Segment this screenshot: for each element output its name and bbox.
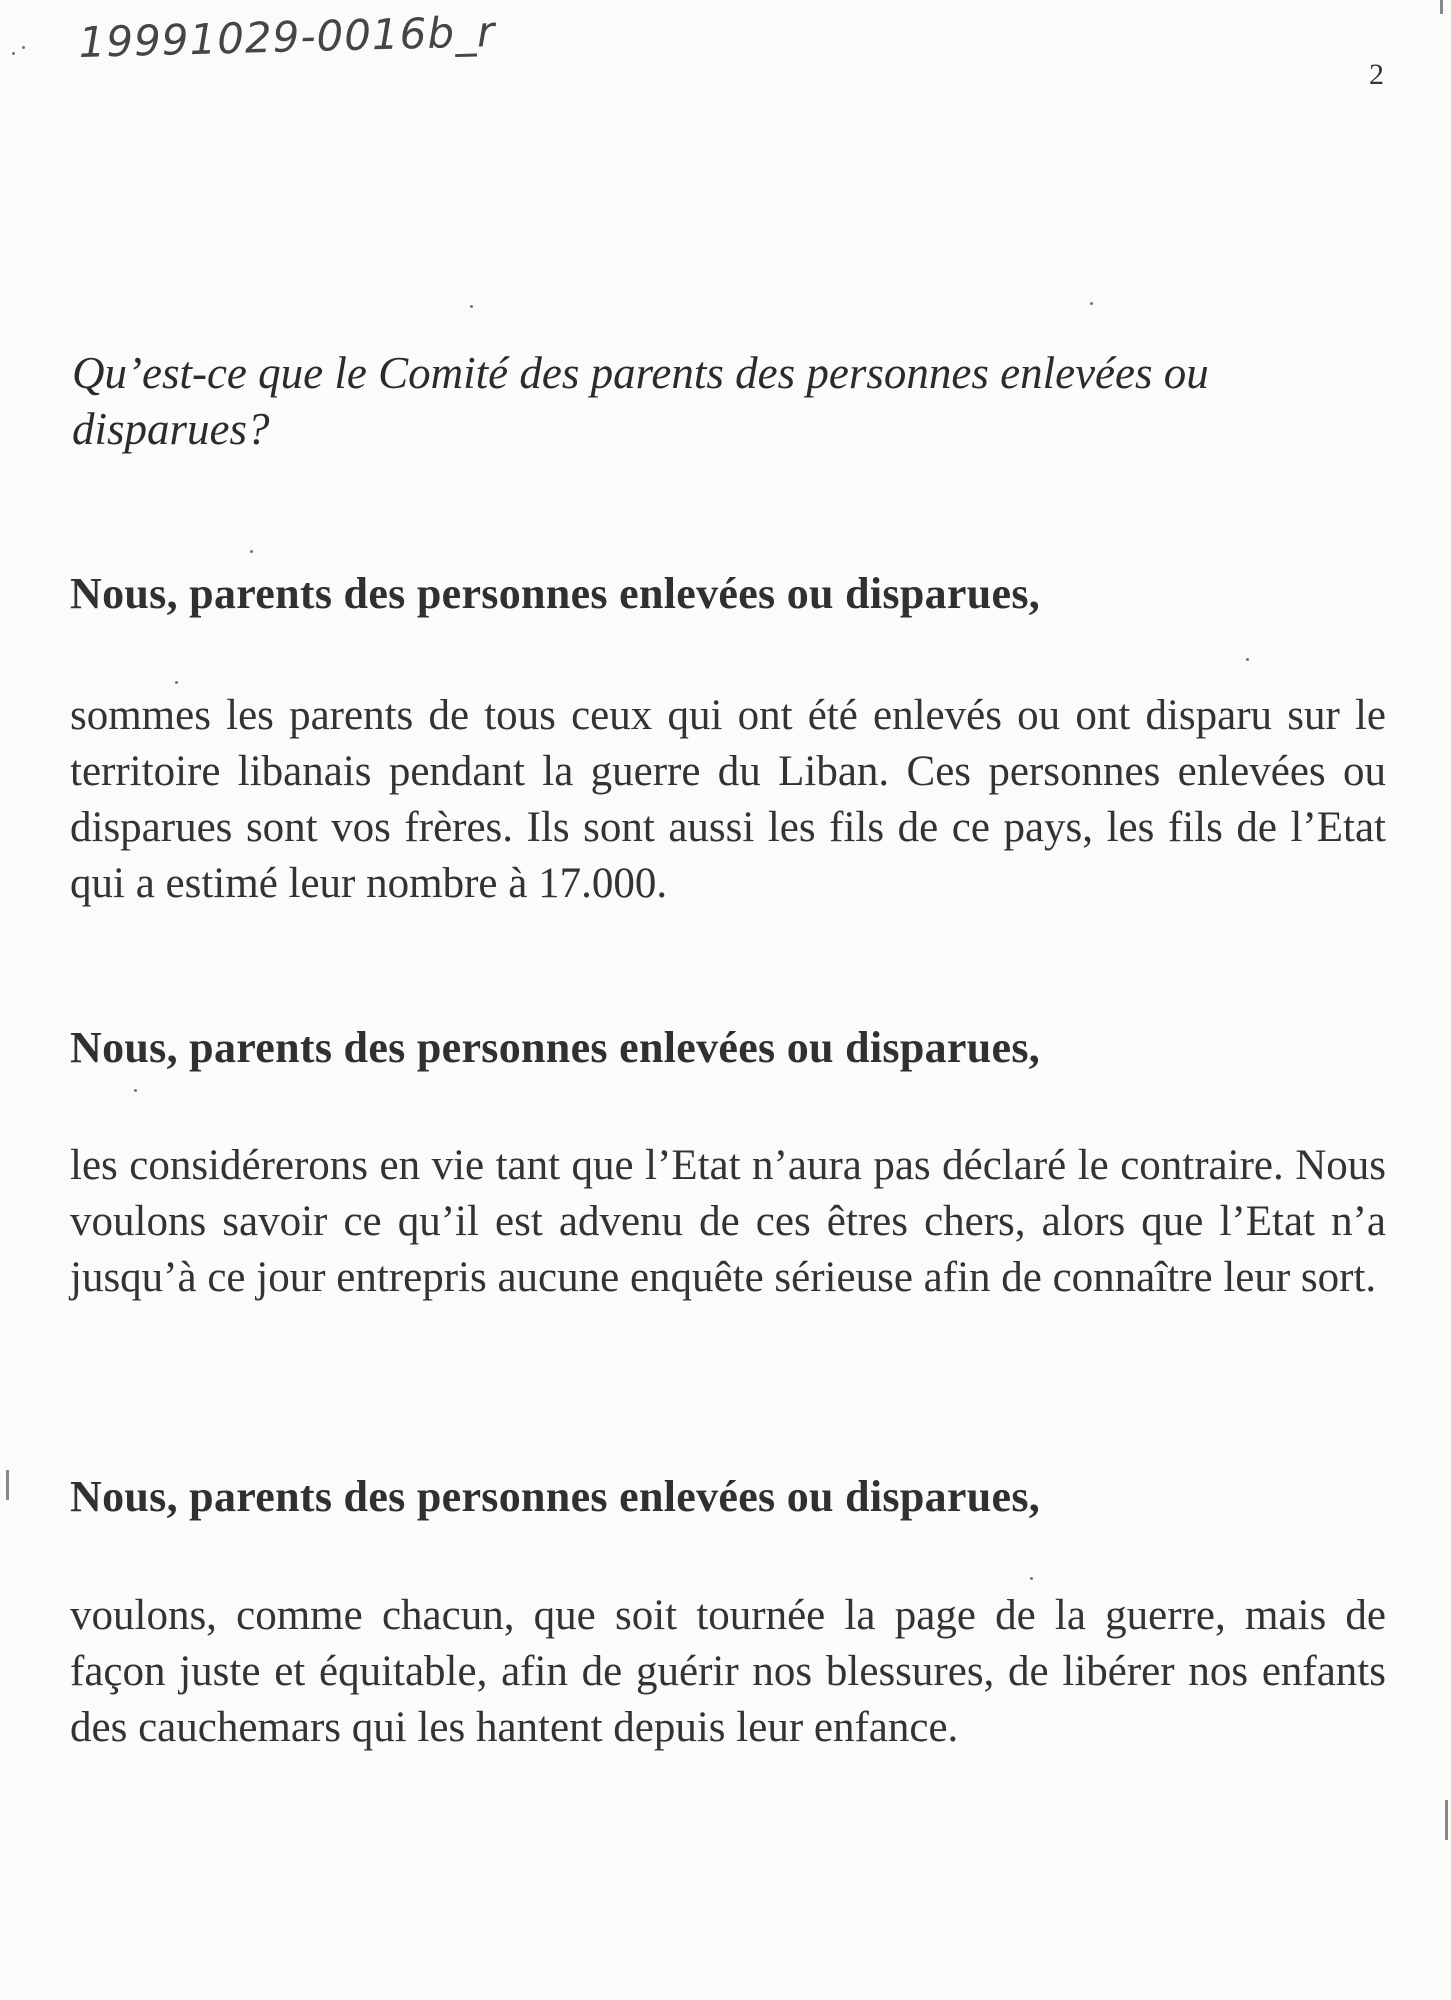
section-heading: Nous, parents des personnes enlevées ou disparues, [70, 1023, 1041, 1072]
scan-speck [22, 46, 25, 49]
scan-speck [1246, 658, 1249, 661]
question-title: Qu’est-ce que le Comité des parents des personnes enlevées ou disparues? [72, 348, 1209, 454]
handwritten-reference: 19991029-0016b_r [78, 7, 496, 67]
section-paragraph: les considérerons en vie tant que l’Etat n’aura pas déclaré le contraire. Nous voulons savoir ce qu’il est advenu de ces êtres chers, alors que l’Etat n’a jusqu’à ce jour entrepris aucune enquête sérieuse afin de connaître leur sort. [70, 1142, 1386, 1301]
scan-edge-mark [6, 1470, 9, 1500]
scan-speck [175, 681, 178, 684]
scan-speck [134, 1089, 137, 1092]
scan-speck [250, 550, 253, 553]
section-heading: Nous, parents des personnes enlevées ou disparues, [70, 1472, 1041, 1521]
scan-edge-mark [1440, 0, 1443, 14]
section-paragraph: voulons, comme chacun, que soit tournée la page de la guerre, mais de façon juste et équitable, afin de guérir nos blessures, de libérer nos enfants des cauchemars qui les hantent depuis leur enfance. [70, 1592, 1386, 1751]
scan-edge-mark [1445, 1800, 1448, 1840]
scan-speck [1030, 1577, 1033, 1580]
page-number: 2 [1369, 58, 1384, 91]
scan-speck [12, 52, 15, 55]
scan-speck [470, 305, 473, 308]
scan-speck [1090, 302, 1093, 305]
section-heading: Nous, parents des personnes enlevées ou disparues, [70, 569, 1041, 618]
section-paragraph: sommes les parents de tous ceux qui ont été enlevés ou ont disparu sur le territoire libanais pendant la guerre du Liban. Ces personnes enlevées ou disparues sont vos frères. Ils sont aussi les fils de ce pays, les fils de l’Etat qui a estimé leur nombre à 17.000. [70, 692, 1386, 907]
